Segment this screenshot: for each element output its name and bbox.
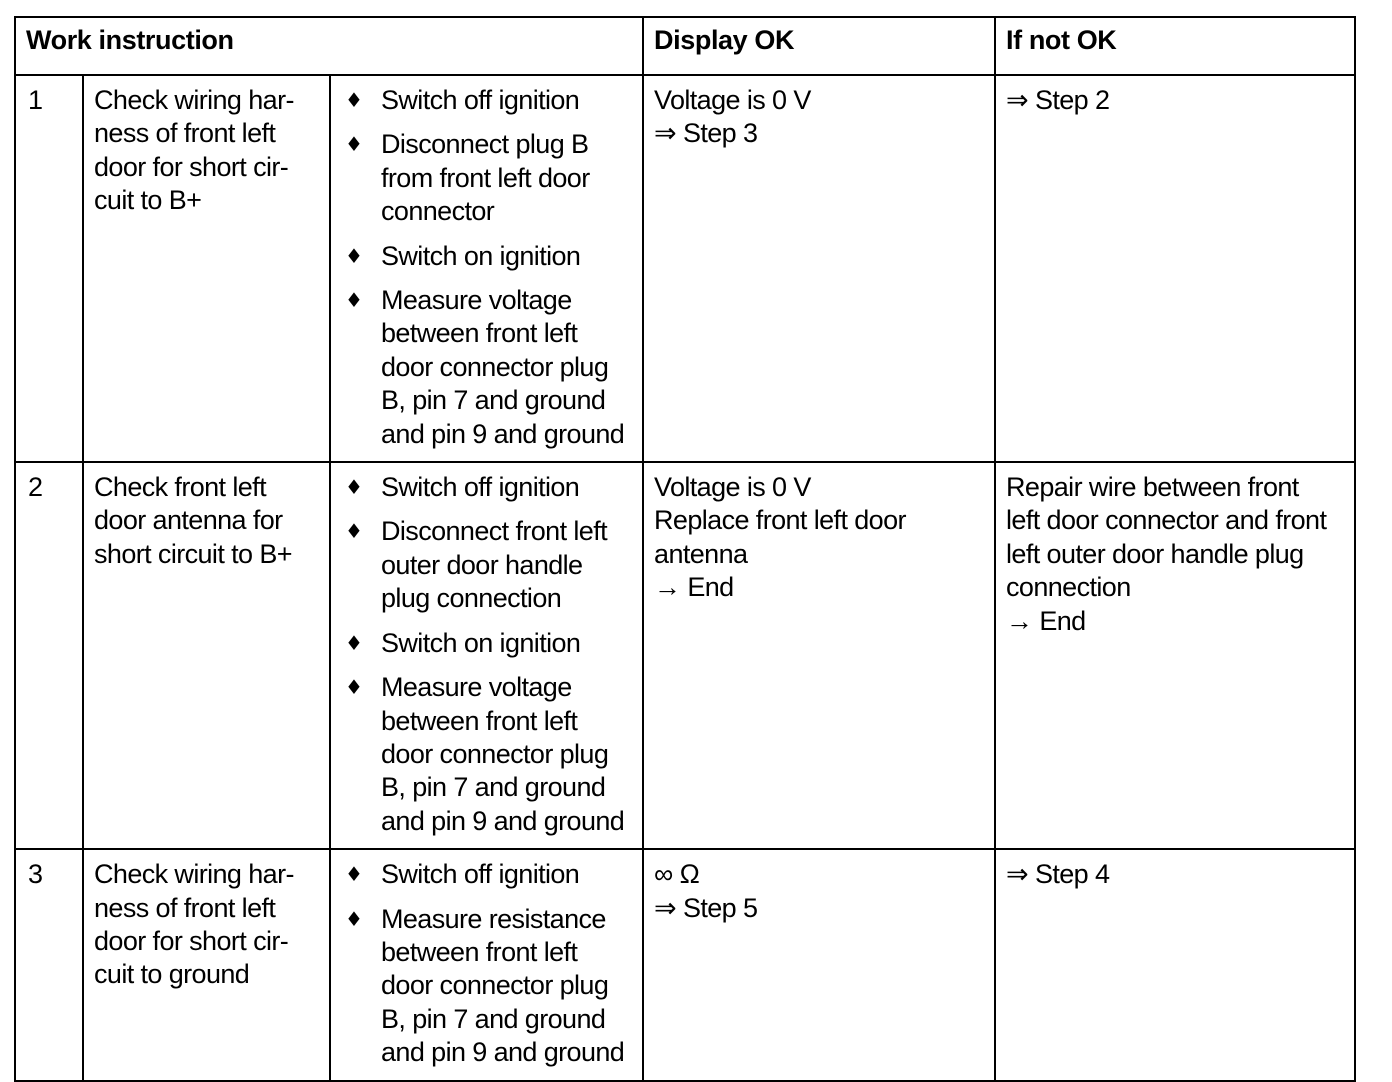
- list-item: ♦ Switch off ignition: [339, 471, 636, 504]
- action-list: [339, 858, 636, 1069]
- header-display-ok: Display OK: [643, 17, 995, 75]
- if-not-ok-cell: Repair wire between front left door connector and front left outer door handle plug connection → End: [995, 462, 1355, 849]
- list-item: ♦ Switch on ignition: [339, 240, 636, 273]
- table-header-row: [15, 17, 1355, 75]
- diamond-bullet-icon: ♦: [345, 475, 363, 500]
- list-item: ♦ Disconnect plug B from front left door connector: [345, 129, 590, 227]
- list-item: ♦ Switch on ignition: [339, 627, 636, 660]
- work-instruction-document: [14, 16, 1356, 1082]
- check-description: Check front left door antenna for short circuit to B+: [83, 462, 330, 849]
- work-instruction-table: [14, 16, 1356, 1082]
- display-ok-cell: Voltage is 0 V ⇒ Step 3: [643, 75, 995, 462]
- list-item: ♦ Switch off ignition: [339, 84, 636, 117]
- table-row: [15, 75, 1355, 462]
- diamond-bullet-icon: ♦: [345, 243, 363, 268]
- action-list-cell: [330, 849, 643, 1080]
- display-ok-cell: ∞ Ω ⇒ Step 5: [643, 849, 995, 1080]
- list-item: ♦ Disconnect front left outer door handle plug connection: [345, 516, 608, 614]
- diamond-bullet-icon: ♦: [345, 630, 363, 655]
- check-description: Check wiring har- ness of front left door for short cir- cuit to B+: [83, 75, 330, 462]
- diamond-bullet-icon: ♦: [345, 862, 363, 887]
- action-list-cell: [330, 462, 643, 849]
- table-row: [15, 462, 1355, 849]
- list-item: ♦ Measure voltage between front left door connector plug B, pin 7 and ground and pin 9 and ground: [345, 672, 625, 836]
- header-work-instruction: Work instruction: [15, 17, 643, 75]
- action-list: [339, 84, 636, 451]
- list-item: ♦ Switch off ignition: [339, 858, 636, 891]
- diamond-bullet-icon: ♦: [345, 519, 363, 544]
- display-ok-cell: Voltage is 0 V Replace front left door antenna → End: [643, 462, 995, 849]
- step-number: 1: [15, 75, 83, 462]
- check-description: Check wiring har- ness of front left door for short cir- cuit to ground: [83, 849, 330, 1080]
- table-row: [15, 849, 1355, 1080]
- list-item: ♦ Measure voltage between front left door connector plug B, pin 7 and ground and pin 9 and ground: [345, 285, 625, 449]
- if-not-ok-cell: ⇒ Step 4: [995, 849, 1355, 1080]
- diamond-bullet-icon: ♦: [345, 88, 363, 112]
- list-item: ♦ Measure resistance between front left door connector plug B, pin 7 and ground and pin 9 and ground: [345, 903, 625, 1068]
- step-number: 2: [15, 462, 83, 849]
- step-number: 3: [15, 849, 83, 1080]
- action-list-cell: [330, 75, 643, 462]
- diamond-bullet-icon: ♦: [345, 132, 363, 157]
- diamond-bullet-icon: ♦: [345, 288, 363, 313]
- action-list: [339, 471, 636, 838]
- diamond-bullet-icon: ♦: [345, 675, 363, 700]
- header-if-not-ok: If not OK: [995, 17, 1355, 75]
- diamond-bullet-icon: ♦: [345, 906, 363, 931]
- if-not-ok-cell: ⇒ Step 2: [995, 75, 1355, 462]
